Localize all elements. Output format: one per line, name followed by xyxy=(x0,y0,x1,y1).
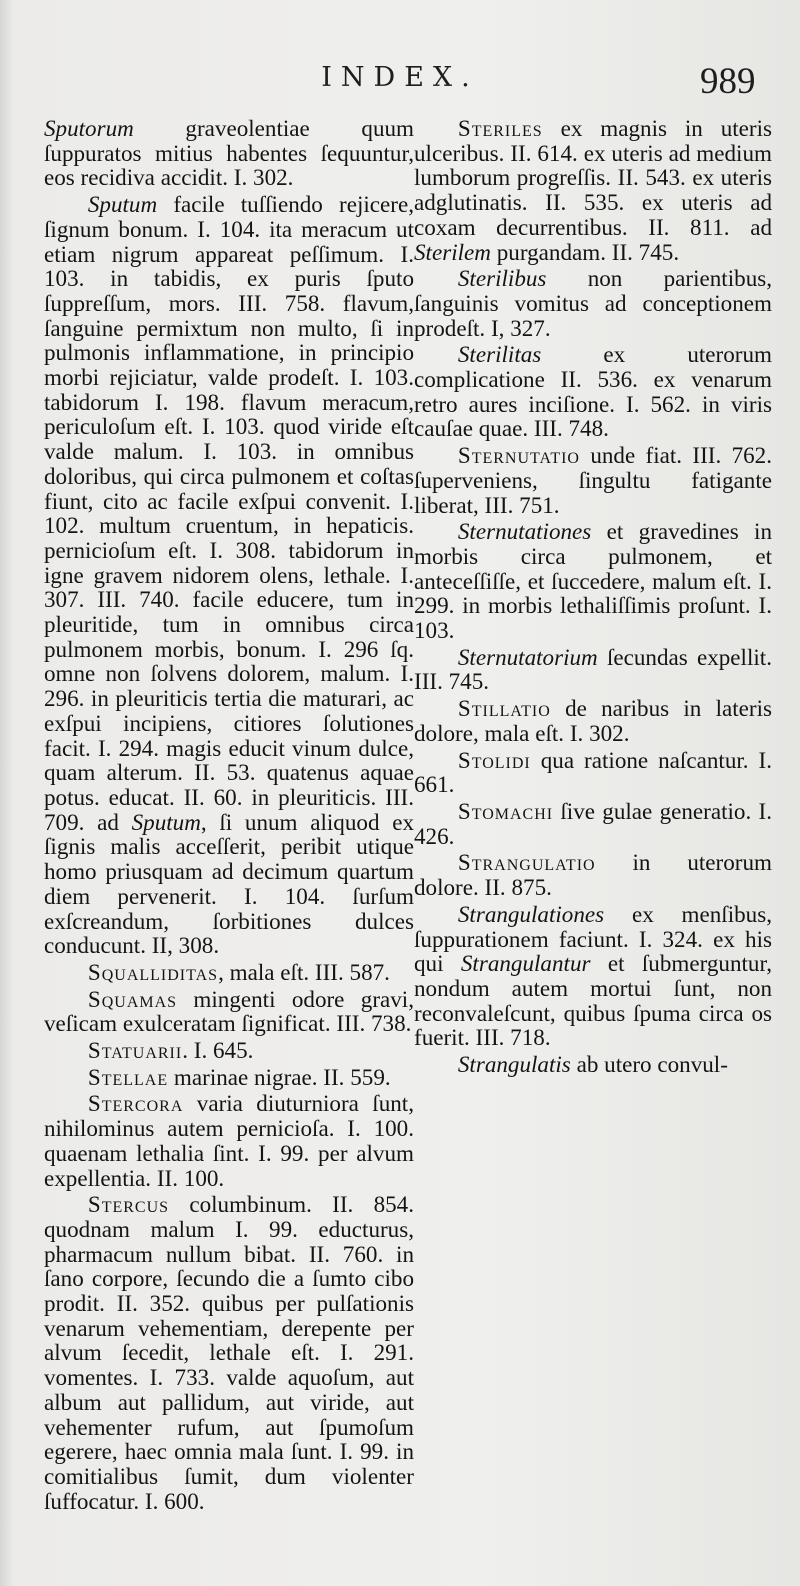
headword-italic: Sputorum xyxy=(44,115,134,141)
headword-italic: Sternutationes xyxy=(457,518,592,545)
index-entry xyxy=(414,645,772,694)
index-entry xyxy=(44,1192,414,1513)
index-entry xyxy=(44,192,414,958)
headword-small-caps: Statuarii xyxy=(87,1037,183,1064)
entry-text: ſecundas expellit. III. 745. xyxy=(414,643,772,695)
index-entry xyxy=(414,443,772,517)
entry-text: et gravedines in morbis circa pulmonem, et anteceſſiſſe, et ſuccedere, malum eſt. I. 299. in morbis lethaliſſimis proſunt. I. 103. xyxy=(414,518,772,644)
headword-small-caps: Squalliditas xyxy=(87,958,219,985)
entry-text: in uterorum dolore. II. 875. xyxy=(414,849,772,901)
entry-text: et ſubmerguntur, nondum autem mortui ſunt, non reconvaleſcunt, quibus ſpuma circa os fuerit. III. 718. xyxy=(414,950,772,1051)
entry-text: qua ratione naſcantur. I. 661. xyxy=(414,746,772,798)
headword-small-caps: Stillatio xyxy=(457,695,551,722)
entry-text: facile tuſſiendo rejicere, ſignum bonum. I. 104. ita meracum ut etiam nigrum appareat peſſimum. I. 103. in tabidis, ex puris ſputo ſuppreſſum, mors. III. 758. flavum, ſanguine permixtum non multo, ſi in pulmonis inflammatione, in principio morbi rejiciatur, valde prodeſt. I. 103. tabidorum I. 198. flavum meracum, periculoſum eſt. I. 103. quod viride eſt valde malum. I. 103. in omnibus doloribus, qui circa pulmonem et coſtas fiunt, cito ac facile exſpui convenit. I. 102. multum cruentum, in hepaticis. pernicioſum eſt. I. 308. tabidorum in igne gravem nidorem olens, lethale. I. 307. III. 740. facile educere, tum in pleuritide, tum in omnibus circa pulmonem morbis, bonum. I. 296 ſq. omne non ſolvens dolorem, malum. I. 296. in pleuriticis tertia die maturari, ac exſpui incipiens, citiores ſolutiones facit. I. 294. magis educit vinum dulce, quam alterum. II. 53. quatenus aquae potus. educat. II. 60. in pleuriticis. III. 709. ad xyxy=(44,191,414,835)
headword-italic: Sputum xyxy=(131,808,201,835)
index-column-left xyxy=(44,116,414,1513)
headword-italic: Strangulatis xyxy=(457,1051,571,1078)
headword-small-caps: Sternutatio xyxy=(457,442,580,469)
index-entry xyxy=(414,902,772,1050)
headword-small-caps: Steriles xyxy=(457,115,543,141)
entry-text: ex menſibus, ſuppurationem faciunt. I. 324. ex his qui xyxy=(414,900,772,977)
index-entry xyxy=(414,266,772,340)
entry-text: , mala eſt. III. 587. xyxy=(218,958,390,985)
entry-text: purgandam. II. 745. xyxy=(490,238,680,265)
headword-italic: Sputum xyxy=(87,191,158,218)
headword-small-caps: Strangulatio xyxy=(457,849,596,876)
index-entry xyxy=(414,696,772,745)
index-entry xyxy=(44,1091,414,1190)
entry-text: , ſi unum aliquod ex ſignis malis acceſſerit, peribit utique homo priusquam ad decimum quartum diem pervenerit. I. 104. ſurſum exſcreandum, ſorbitiones dulces conducunt. II, 308. xyxy=(44,808,414,959)
page-number: 989 xyxy=(700,61,756,102)
headword-italic: Strangulationes xyxy=(457,900,605,927)
headword-small-caps: Stolidi xyxy=(457,746,531,773)
headword-italic: Sternutatorium xyxy=(457,643,598,670)
headword-small-caps: Stercus xyxy=(87,1191,170,1218)
index-entry xyxy=(414,850,772,899)
entry-text: de naribus in lateris dolore, mala eſt. I. 302. xyxy=(414,695,772,746)
headword-small-caps: Stellae xyxy=(87,1063,169,1090)
entry-text: ex uterorum complicatione II. 536. ex venarum retro aures inciſione. I. 562. in viris cauſae quae. III. 748. xyxy=(414,341,772,442)
index-entry xyxy=(414,342,772,441)
entry-text: ſive gulae generatio. I. 426. xyxy=(414,797,772,849)
entry-text: columbinum. II. 854. quodnam malum I. 99. educturus, pharmacum nullum bibat. II. 760. in ſano corpore, ſecundo die a ſumto cibo prodit. II. 352. quibus per pulſationis venarum vehementiam, derepente per alvum ſecedit, lethale eſt. I. 291. vomentes. I. 733. valde aquoſum, aut album aut pallidum, aut viride, aut vehementer rufum, aut ſpumoſum egerere, haec omnia mala ſunt. I. 99. in comitialibus ſumit, dum violenter ſuffocatur. I. 600. xyxy=(44,1191,414,1514)
entry-text: unde fiat. III. 762. ſuperveniens, ſingultu fatigante liberat, III. 751. xyxy=(414,442,772,518)
index-entry xyxy=(44,987,414,1036)
headword-small-caps: Stercora xyxy=(87,1090,184,1117)
entry-text: mingenti odore gravi, veſicam exulceratam ſignificat. III. 738. xyxy=(44,985,414,1037)
entry-text: marinae nigrae. II. 559. xyxy=(168,1063,391,1090)
entry-text: ex magnis in uteris ulceribus. II. 614. ex uteris ad medium lumborum progreſſis. II. 543. ex uteris adglutinatis. II. 535. ex uteris ad coxam decurrentibus. II. 811. ad xyxy=(414,115,772,240)
entry-text: varia diuturniora ſunt, nihilominus autem pernicioſa. I. 100. quaenam lethalia ſint. I. 99. per alvum expellentia. II. 100. xyxy=(44,1090,414,1191)
index-entry xyxy=(414,1052,772,1077)
headword-small-caps: Squamas xyxy=(87,985,178,1012)
index-entry xyxy=(44,116,414,190)
headword-italic: Sterilitas xyxy=(457,341,542,368)
index-entry xyxy=(44,960,414,985)
entry-text: ab utero convul- xyxy=(570,1051,728,1078)
entry-text: non parientibus, ſanguinis vomitus ad conceptionem prodeſt. I, 327. xyxy=(414,265,772,341)
running-head: INDEX. xyxy=(321,62,479,93)
headword-italic: Sterilibus xyxy=(457,265,547,292)
headword-italic: Strangulantur xyxy=(460,950,591,977)
headword-small-caps: Stomachi xyxy=(457,797,554,824)
headword-italic: Sterilem xyxy=(414,238,491,265)
entry-text: graveolentiae quum ſuppuratos mitius habentes ſequuntur, eos recidiva accidit. I. 302. xyxy=(44,115,414,191)
index-entry xyxy=(414,116,772,264)
index-entry xyxy=(414,799,772,848)
index-entry xyxy=(44,1038,414,1063)
index-entry xyxy=(414,748,772,797)
index-column-right xyxy=(414,116,772,1077)
index-entry xyxy=(44,1065,414,1090)
index-entry xyxy=(414,519,772,643)
entry-text: . I. 645. xyxy=(182,1037,254,1064)
